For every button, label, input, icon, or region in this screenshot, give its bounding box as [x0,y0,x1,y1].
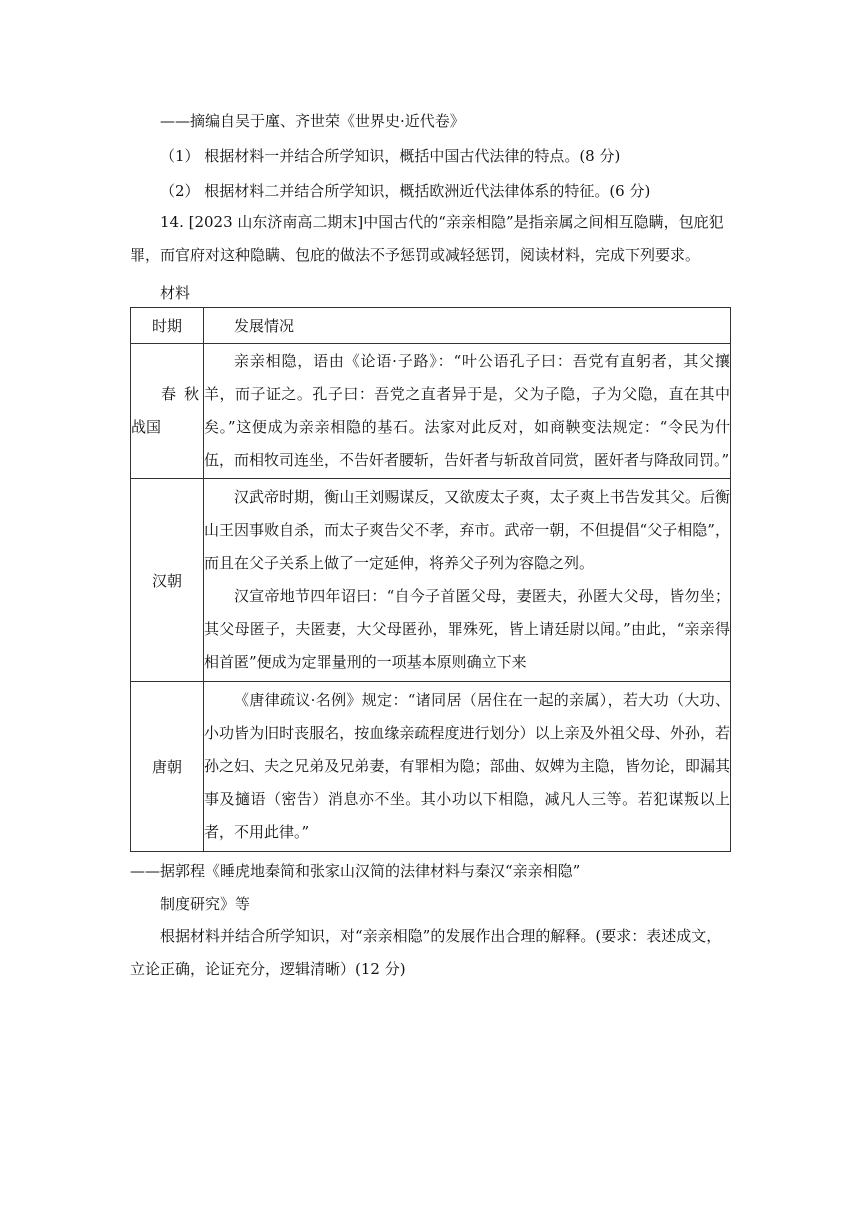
content-paragraph: 汉武帝时期，衡山王刘赐谋反，又欲废太子爽，太子爽上书告发其父。后衡山王因事败自杀，而太子爽告父不孝，弃市。武帝一朝，不但提倡“父子相隐”，而且在父子关系上做了一定延伸，将养父子列为容隐之列。 [204,488,730,572]
period-cell-han: 汉朝 [131,479,204,682]
content-cell [204,344,731,479]
question-2: （2） 根据材料二并结合所学知识，概括欧洲近代法律体系的特征。(6 分) [160,182,651,200]
content-cell [204,479,731,682]
content-paragraph: 亲亲相隐，语由《论语·子路》：“叶公语孔子曰：吾党有直躬者，其父攘羊，而子证之。孔子曰：吾党之直者异于是，父为子隐，子为父隐，直在其中矣。”这便成为亲亲相隐的基石。法家对此反对，如商鞅变法规定：“令民为什伍，而相牧司连坐，不告奸者腰斩，告奸者与斩敌首同赏，匿奸者与降敌同罚。” [204,352,730,469]
material-table [130,307,731,852]
content-cell [204,682,731,852]
period-label-c: 战国 [131,418,162,436]
period-cell-tang: 唐朝 [131,682,204,852]
source-citation-1: ——摘编自吴于廑、齐世荣《世界史·近代卷》 [160,112,465,130]
source-citation-2b: 制度研究》等 [160,895,251,913]
header-content: 发展情况 [204,308,731,344]
period-cell-chunqiu [131,344,204,479]
table-row [131,682,731,852]
table-header-row [131,308,731,344]
table-row [131,479,731,682]
content-paragraph: 汉宣帝地节四年诏曰：“自今子首匿父母，妻匿夫，孙匿大父母，皆勿坐；其父母匿子，夫匿妻，大父母匿孙，罪殊死，皆上请廷尉以闻。”由此，“亲亲得相首匿”便成为定罪量刑的一项基本原则确立下来 [204,587,730,671]
period-label-b: 秋 [183,385,199,403]
question-1: （1） 根据材料一并结合所学知识，概括中国古代法律的特点。(8 分) [160,147,621,165]
material-label: 材料 [160,284,191,302]
question-14-intro: 14. [2023 山东济南高二期末]中国古代的“亲亲相隐”是指亲属之间相互隐瞒，包庇犯罪，而官府对这种隐瞒、包庇的做法不予惩罚或减轻惩罚，阅读材料，完成下列要求。 [130,213,724,264]
header-period: 时期 [131,308,204,344]
source-citation-2a: ——据郭程《睡虎地秦简和张家山汉简的法律材料与秦汉“亲亲相隐” [130,862,581,880]
content-paragraph: 《唐律疏议·名例》规定：“诸同居（居住在一起的亲属），若大功（大功、小功皆为旧时丧服名，按血缘亲疏程度进行划分）以上亲及外祖父母、外孙，若孙之妇、夫之兄弟及兄弟妻，有罪相为隐；部曲、奴婢为主隐，皆勿论，即漏其事及擿语（密告）消息亦不坐。其小功以下相隐，减凡人三等。若犯谋叛以上者，不用此律。” [204,691,730,841]
question-14-requirement: 根据材料并结合所学知识，对“亲亲相隐”的发展作出合理的解释。(要求：表述成文，立论正确，论证充分，逻辑清晰）(12 分) [130,927,722,978]
period-label-a: 春 [161,385,177,403]
table-row [131,344,731,479]
